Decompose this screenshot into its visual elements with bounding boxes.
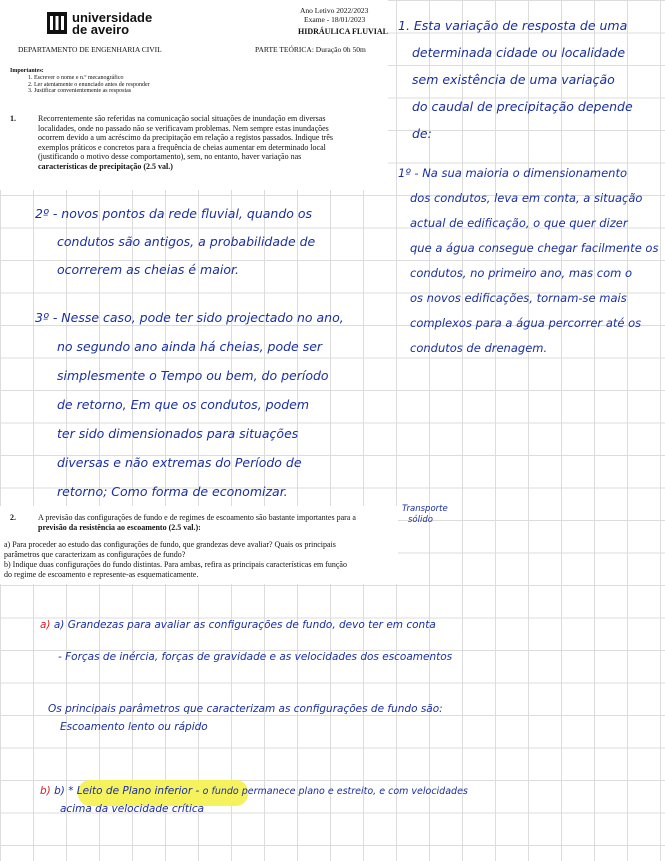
logo-line-1: universidade	[72, 10, 153, 25]
important-item: 2. Ler atentamente o enunciado antes de responder	[28, 81, 150, 88]
hw-line: sólido	[408, 515, 433, 525]
logo-line-2: de aveiro	[72, 22, 130, 37]
question-line: a) Para proceder ao estudo das configurações de fundo, que grandezas deve avaliar? Quais os principais	[4, 540, 336, 549]
hw-line	[40, 620, 452, 652]
hw-line: acima da velocidade crítica	[60, 803, 205, 815]
academic-year: Ano Letivo 2022/2023	[300, 6, 369, 15]
exam-part-duration: PARTE TEÓRICA: Duração 0h 50m	[255, 45, 366, 54]
question-line: exemplos práticos e concretos para a frequência de cheias aumentar em determinado local	[38, 142, 326, 152]
department-name: DEPARTAMENTO DE ENGENHARIA CIVIL	[18, 45, 162, 54]
question-2a-text	[4, 540, 396, 559]
hw-line: condutos, no primeiro ano, mas com o	[410, 266, 633, 280]
hw-line: Os principais parâmetros que caracterizam as configurações de fundo são:	[48, 703, 443, 715]
answer-label-a: a)	[40, 619, 54, 631]
hw-line: condutos são antigos, a probabilidade de	[57, 234, 316, 249]
hw-line: do caudal de precipitação depende	[412, 99, 633, 114]
hw-line: Escoamento lento ou rápido	[60, 721, 208, 733]
question-line: do regime de escoamento e represente-as esquematicamente.	[4, 569, 199, 579]
exam-date: Exame - 18/01/2023	[304, 15, 366, 24]
hw-line: complexos para a água percorrer até os	[410, 316, 642, 330]
question-line: A previsão das configurações de fundo e de regimes de escoamento são bastante importantes para a	[38, 513, 356, 522]
hw-line: de:	[412, 126, 432, 141]
question-line: localidades, onde no passado não se verificavam problemas. Nem sempre estas inundações	[38, 123, 329, 133]
handwritten-margin-note	[402, 505, 448, 527]
university-name	[72, 12, 152, 36]
answer-label-b: b)	[40, 785, 55, 797]
hw-line: dos condutos, leva em conta, a situação	[410, 191, 643, 205]
question-line: b) Indique duas configurações do fundo distintas. Para ambas, refira as principais características em função	[4, 560, 347, 569]
course-title: HIDRÁULICA FLUVIAL	[298, 27, 389, 36]
handwritten-answer-2b	[40, 786, 468, 822]
handwritten-answer-1-point-3	[35, 312, 344, 515]
hw-line: - Forças de inércia, forças de gravidade e as velocidades dos escoamentos	[58, 651, 453, 663]
question-1-text	[38, 114, 383, 172]
question-line: ocorrem devido a um acréscimo da precipitação em relação a registos passados. Indique três	[38, 133, 333, 143]
important-item: 1. Escrever o nome e n.º mecanográfico	[28, 74, 124, 81]
question-line: (justificando o motivo desse comportamento), sem, no entanto, haver variação nas	[38, 152, 302, 162]
logo-mark-icon	[47, 12, 67, 34]
question-1-number: 1.	[10, 114, 16, 123]
important-title: Importantes:	[10, 68, 44, 74]
handwritten-answer-1-point-2	[35, 208, 315, 292]
handwritten-answer-2a	[40, 620, 452, 740]
hw-line: actual de edificação, o que quer dizer	[410, 216, 628, 230]
question-2-number: 2.	[10, 513, 16, 522]
hw-line: de retorno, Em que os condutos, podem	[57, 397, 310, 412]
hw-line: 2º - novos pontos da rede fluvial, quando os	[35, 206, 313, 221]
hw-line: ocorrerem as cheias é maior.	[57, 262, 239, 277]
hw-line: condutos de drenagem.	[410, 341, 548, 355]
question-2b-text	[4, 560, 396, 579]
hw-line: 1. Esta variação de resposta de uma	[398, 18, 628, 33]
important-notes	[10, 68, 150, 95]
hw-line: ter sido dimensionados para situações	[57, 426, 299, 441]
question-line: características de precipitação (2.5 val.)	[38, 161, 173, 171]
question-line: previsão da resistência ao escoamento (2.5 val.):	[38, 522, 201, 532]
hw-line: retorno; Como forma de economizar.	[57, 484, 288, 499]
hw-line: que a água consegue chegar facilmente os	[410, 241, 659, 255]
hw-line: determinada cidade ou localidade	[412, 45, 626, 60]
hw-text: b) * Leito de Plano inferior -	[54, 785, 200, 797]
hw-line: 1º - Na sua maioria o dimensionamento	[398, 166, 628, 180]
question-2-text	[38, 513, 398, 532]
question-line: parâmetros que caracterizam as configurações de fundo?	[4, 549, 186, 559]
important-item: 3. Justificar convenientemente as respostas	[28, 88, 132, 95]
hw-line: Transporte	[402, 504, 448, 514]
hw-line: sem existência de uma variação	[412, 72, 615, 87]
question-line: Recorrentemente são referidas na comunicação social situações de inundação em diversas	[38, 114, 326, 123]
hw-line: no segundo ano ainda há cheias, pode ser	[57, 339, 323, 354]
hw-text: o fundo permanece plano e estreito, e com velocidades	[202, 786, 468, 797]
handwritten-answer-1-intro	[398, 20, 633, 155]
hw-line: simplesmente o Tempo ou bem, do período	[57, 368, 329, 383]
hw-line: os novos edificações, tornam-se mais	[410, 291, 627, 305]
hw-line: diversas e não extremas do Período de	[57, 455, 302, 470]
university-logo	[47, 12, 67, 34]
handwritten-answer-1-point-1	[398, 168, 658, 368]
hw-text: a) Grandezas para avaliar as configurações de fundo, devo ter em conta	[53, 619, 436, 631]
hw-line: 3º - Nesse caso, pode ter sido projectado no ano,	[35, 310, 344, 325]
hw-line	[40, 786, 468, 804]
